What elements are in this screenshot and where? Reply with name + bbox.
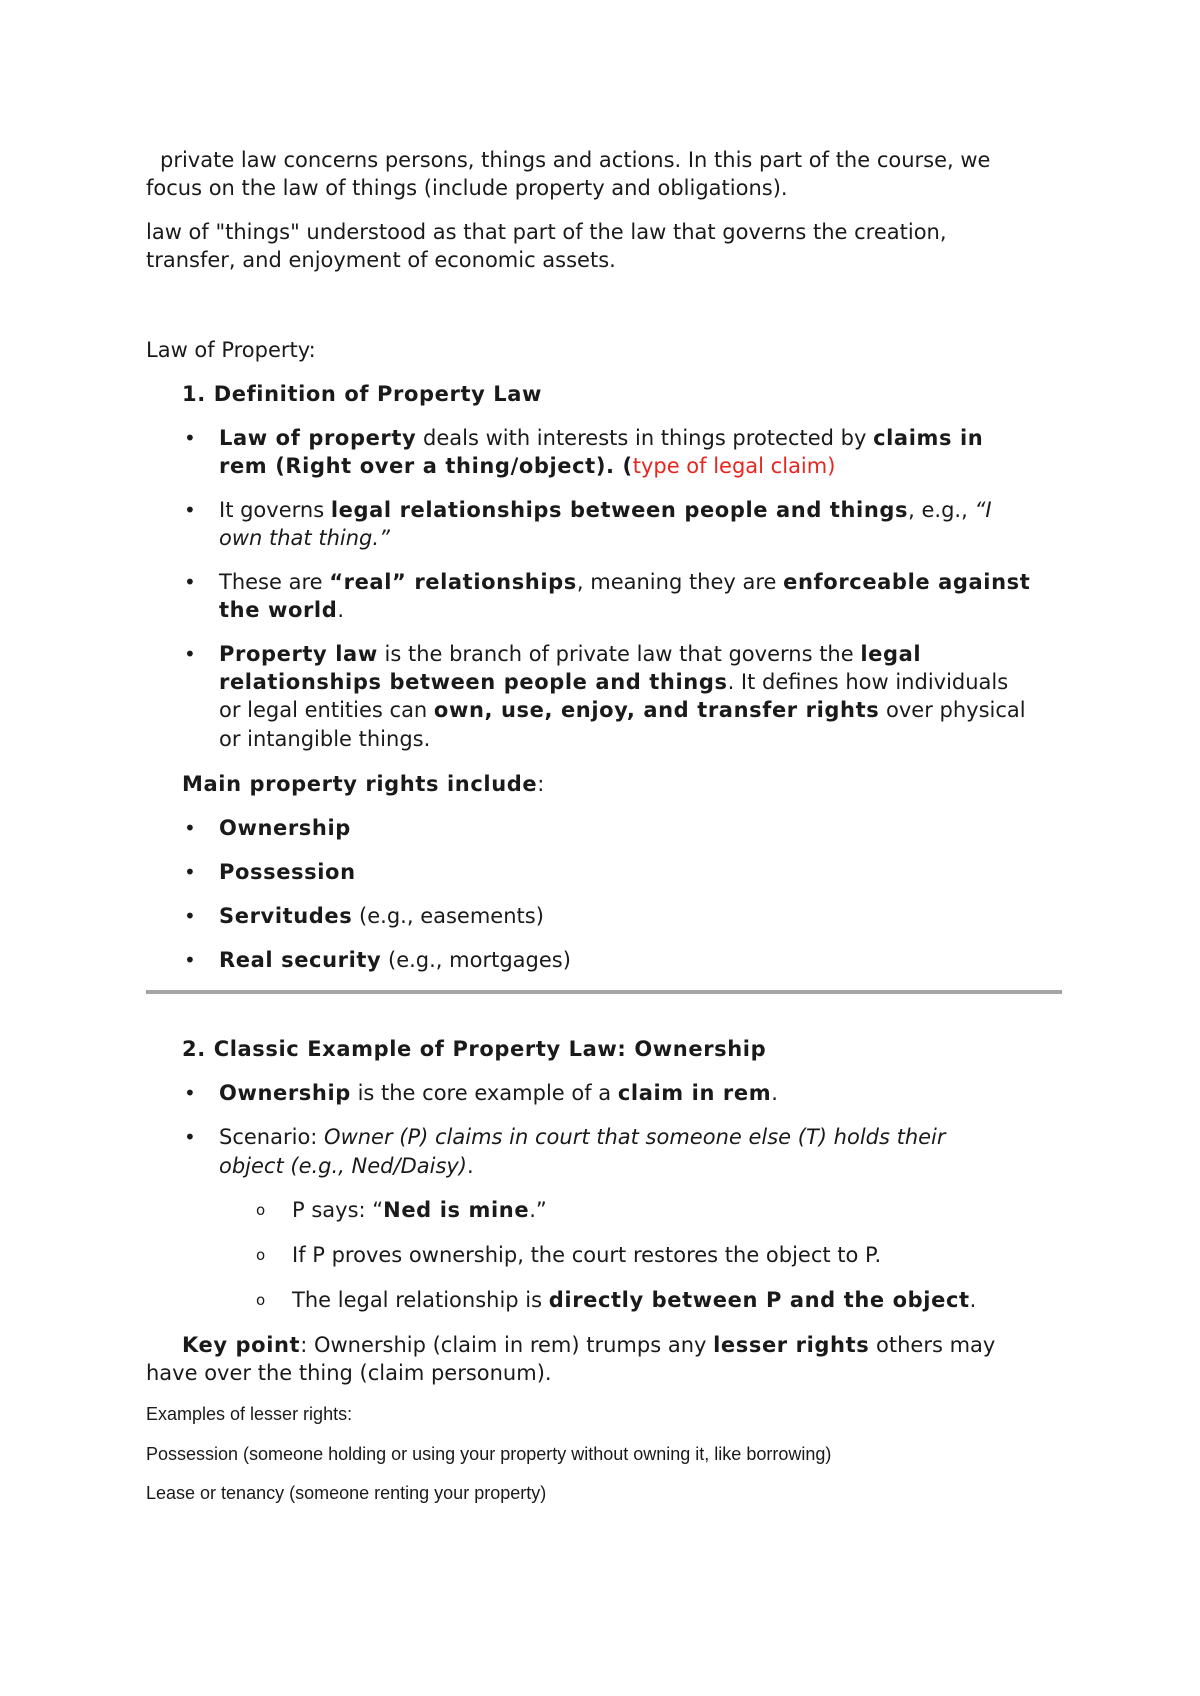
bullet-line: or legal entities can own, use, enjoy, and transfer rights over physical <box>219 698 1026 722</box>
intro-line: law of "things" understood as that part of the law that governs the creation, <box>146 220 947 244</box>
bullet-line: It governs legal relationships between people and things, e.g., “I <box>219 498 992 522</box>
bullet-line: Ownership is the core example of a claim in rem. <box>219 1081 778 1105</box>
rights-item: Possession <box>219 860 356 884</box>
bullet-icon: • <box>184 816 196 840</box>
bullet-icon: • <box>184 426 196 450</box>
sub-bullet-icon: o <box>256 1201 266 1219</box>
bullet-line: or intangible things. <box>219 727 431 751</box>
bullet-icon: • <box>184 1125 196 1149</box>
intro-line: focus on the law of things (include property and obligations). <box>146 176 788 200</box>
rights-item: Real security (e.g., mortgages) <box>219 948 571 972</box>
bullet-line: object (e.g., Ned/Daisy). <box>219 1154 474 1178</box>
sub-bullet-icon: o <box>256 1246 266 1264</box>
sub-bullet-line: P says: “Ned is mine.” <box>292 1198 547 1222</box>
rights-item: Ownership <box>219 816 351 840</box>
bullet-icon: • <box>184 948 196 972</box>
horizontal-divider <box>146 990 1062 994</box>
bullet-icon: • <box>184 1081 196 1105</box>
bullet-icon: • <box>184 642 196 666</box>
sub-bullet-line: The legal relationship is directly between P and the object. <box>292 1288 977 1312</box>
bullet-line: Property law is the branch of private law that governs the legal <box>219 642 922 666</box>
bullet-icon: • <box>184 904 196 928</box>
key-point-line: have over the thing (claim personum). <box>146 1361 552 1385</box>
intro-line: transfer, and enjoyment of economic assets. <box>146 248 616 272</box>
lesser-rights-heading: Examples of lesser rights: <box>146 1404 353 1424</box>
bullet-line: Scenario: Owner (P) claims in court that someone else (T) holds their <box>219 1125 946 1149</box>
bullet-line: Law of property deals with interests in things protected by claims in <box>219 426 984 450</box>
lesser-rights-item: Possession (someone holding or using your property without owning it, like borrowing) <box>146 1444 832 1464</box>
bullet-line: rem (Right over a thing/object). (type of legal claim) <box>219 454 836 478</box>
bullet-icon: • <box>184 498 196 522</box>
sub-bullet-line: If P proves ownership, the court restores the object to P. <box>292 1243 882 1267</box>
key-point-line: Key point: Ownership (claim in rem) trumps any lesser rights others may <box>182 1333 996 1357</box>
section-heading: 2. Classic Example of Property Law: Ownership <box>182 1037 767 1061</box>
section-heading: 1. Definition of Property Law <box>182 382 543 406</box>
bullet-line: These are “real” relationships, meaning they are enforceable against <box>219 570 1031 594</box>
section-label: Law of Property: <box>146 338 316 362</box>
bullet-line: the world. <box>219 598 345 622</box>
bullet-icon: • <box>184 570 196 594</box>
rights-heading: Main property rights include: <box>182 772 545 796</box>
rights-item: Servitudes (e.g., easements) <box>219 904 544 928</box>
intro-line: private law concerns persons, things and actions. In this part of the course, we <box>160 148 991 172</box>
bullet-line: relationships between people and things. It defines how individuals <box>219 670 1009 694</box>
sub-bullet-icon: o <box>256 1291 266 1309</box>
lesser-rights-item: Lease or tenancy (someone renting your property) <box>146 1483 547 1503</box>
bullet-icon: • <box>184 860 196 884</box>
bullet-line: own that thing.” <box>219 526 390 550</box>
